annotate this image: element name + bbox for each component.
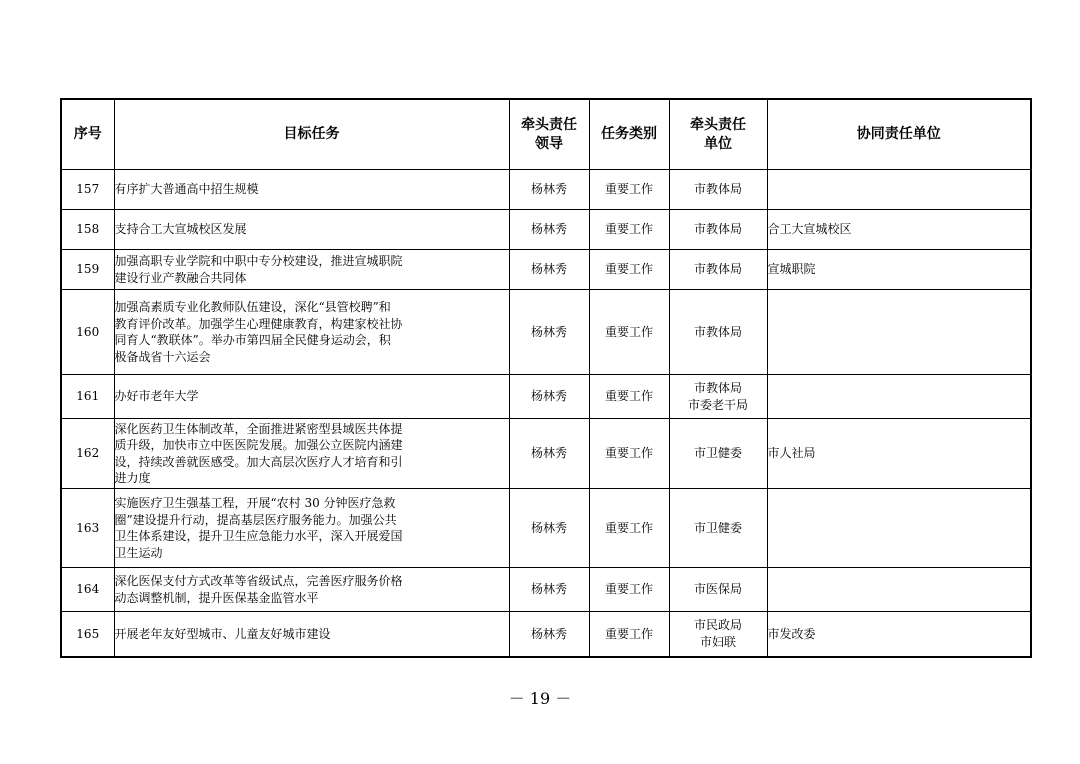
target-task-line: 进力度 <box>114 471 151 485</box>
target-task-line: 建设行业产教融合共同体 <box>114 270 247 285</box>
target-task-cell <box>114 210 509 250</box>
target-task-cell <box>114 375 509 419</box>
serial-number-cell: 162 <box>61 419 114 489</box>
serial-number-cell: 159 <box>61 250 114 290</box>
target-task-line: 支持合工大宣城校区发展 <box>114 222 247 237</box>
task-category-cell: 重要工作 <box>589 568 669 612</box>
table-row <box>61 568 1031 612</box>
lead-unit-line: 市卫健委 <box>693 520 742 535</box>
serial-number-cell: 163 <box>61 489 114 568</box>
task-category-cell: 重要工作 <box>589 489 669 568</box>
task-category-cell: 重要工作 <box>589 612 669 657</box>
lead-leader-cell: 杨林秀 <box>509 170 589 210</box>
target-task-cell <box>114 170 509 210</box>
lead-unit-cell <box>669 170 767 210</box>
table-row <box>61 250 1031 290</box>
serial-number-cell: 161 <box>61 375 114 419</box>
table-row <box>61 170 1031 210</box>
table-row <box>61 210 1031 250</box>
lead-unit-cell <box>669 210 767 250</box>
target-task-line: 实施医疗卫生强基工程，开展“农村 30 分钟医疗急救 <box>114 496 396 510</box>
lead-leader-cell: 杨林秀 <box>509 375 589 419</box>
lead-leader-cell: 杨林秀 <box>509 210 589 250</box>
header-target-task: 目标任务 <box>114 99 509 170</box>
target-task-line: 教育评价改革。加强学生心理健康教育，构建家校社协 <box>114 316 403 331</box>
header-lead-unit-line1: 牵头责任 <box>690 116 746 133</box>
lead-unit-line: 市委老干局 <box>687 397 748 412</box>
serial-number-cell: 165 <box>61 612 114 657</box>
table-row <box>61 419 1031 489</box>
target-task-cell <box>114 568 509 612</box>
lead-leader-cell: 杨林秀 <box>509 290 589 375</box>
target-task-line: 卫生体系建设，提升卫生应急能力水平，深入开展爱国 <box>114 529 403 543</box>
lead-unit-line: 市教体局 <box>693 262 742 277</box>
target-task-line: 深化医药卫生体制改革，全面推进紧密型县域医共体提 <box>114 421 403 436</box>
serial-number-cell: 157 <box>61 170 114 210</box>
target-task-cell <box>114 489 509 568</box>
lead-unit-cell <box>669 489 767 568</box>
lead-unit-cell <box>669 612 767 657</box>
target-task-line: 动态调整机制，提升医保基金监管水平 <box>114 590 319 605</box>
table-row <box>61 375 1031 419</box>
lead-leader-cell: 杨林秀 <box>509 568 589 612</box>
lead-unit-cell <box>669 375 767 419</box>
cooperating-units-cell: 合工大宣城校区 <box>767 210 1031 250</box>
target-task-cell <box>114 290 509 375</box>
task-category-cell: 重要工作 <box>589 419 669 489</box>
cooperating-units-cell <box>767 489 1031 568</box>
page-number: － 19 － <box>508 689 572 708</box>
target-task-line: 质升级，加快市立中医医院发展。加强公立医院内涵建 <box>114 438 403 452</box>
serial-number-cell: 164 <box>61 568 114 612</box>
table-header-row <box>61 99 1031 170</box>
serial-number-cell: 158 <box>61 210 114 250</box>
target-task-line: 卫生运动 <box>114 545 163 560</box>
table-row <box>61 290 1031 375</box>
task-category-cell: 重要工作 <box>589 375 669 419</box>
header-lead-leader-line2: 领导 <box>535 135 563 152</box>
header-cooperating-units: 协同责任单位 <box>767 99 1031 170</box>
lead-unit-line: 市民政局 <box>693 618 742 633</box>
header-lead-leader-line1: 牵头责任 <box>521 116 577 133</box>
target-task-line: 开展老年友好型城市、儿童友好城市建设 <box>114 626 331 641</box>
cooperating-units-cell: 市人社局 <box>767 419 1031 489</box>
lead-unit-cell <box>669 250 767 290</box>
target-task-line: 圈”建设提升行动，提高基层医疗服务能力。加强公共 <box>114 512 397 527</box>
lead-unit-cell <box>669 419 767 489</box>
task-table <box>60 98 1032 658</box>
lead-unit-cell <box>669 290 767 375</box>
lead-unit-line: 市卫健委 <box>693 446 742 461</box>
header-lead-leader <box>509 99 589 170</box>
target-task-line: 有序扩大普通高中招生规模 <box>114 182 259 197</box>
lead-leader-cell: 杨林秀 <box>509 489 589 568</box>
table-row <box>61 612 1031 657</box>
lead-unit-line: 市教体局 <box>693 381 742 395</box>
header-lead-unit-line2: 单位 <box>704 135 732 152</box>
header-lead-unit <box>669 99 767 170</box>
task-category-cell: 重要工作 <box>589 250 669 290</box>
header-task-category: 任务类别 <box>589 99 669 170</box>
lead-leader-cell: 杨林秀 <box>509 250 589 290</box>
lead-unit-line: 市教体局 <box>693 182 742 197</box>
target-task-line: 办好市老年大学 <box>114 389 199 404</box>
task-category-cell: 重要工作 <box>589 290 669 375</box>
lead-leader-cell: 杨林秀 <box>509 612 589 657</box>
target-task-line: 设，持续改善就医感受。加大高层次医疗人才培育和引 <box>114 454 403 469</box>
serial-number-cell: 160 <box>61 290 114 375</box>
header-serial-number: 序号 <box>61 99 114 170</box>
cooperating-units-cell <box>767 568 1031 612</box>
target-task-cell <box>114 612 509 657</box>
cooperating-units-cell: 市发改委 <box>767 612 1031 657</box>
target-task-line: 同育人“教联体”。举办市第四届全民健身运动会，积 <box>114 333 391 347</box>
lead-unit-line: 市医保局 <box>693 582 742 597</box>
cooperating-units-cell <box>767 170 1031 210</box>
task-category-cell: 重要工作 <box>589 210 669 250</box>
table-row <box>61 489 1031 568</box>
task-category-cell: 重要工作 <box>589 170 669 210</box>
target-task-cell <box>114 419 509 489</box>
lead-unit-cell <box>669 568 767 612</box>
target-task-line: 加强高职专业学院和中职中专分校建设，推进宣城职院 <box>114 254 403 268</box>
lead-unit-line: 市教体局 <box>693 324 742 339</box>
target-task-line: 深化医保支付方式改革等省级试点，完善医疗服务价格 <box>114 574 403 588</box>
target-task-cell <box>114 250 509 290</box>
lead-leader-cell: 杨林秀 <box>509 419 589 489</box>
cooperating-units-cell <box>767 375 1031 419</box>
cooperating-units-cell <box>767 290 1031 375</box>
target-task-line: 极备战省十六运会 <box>114 349 211 364</box>
cooperating-units-cell: 宣城职院 <box>767 250 1031 290</box>
table-body <box>61 170 1031 657</box>
lead-unit-line: 市妇联 <box>699 634 736 649</box>
target-task-line: 加强高素质专业化教师队伍建设，深化“县管校聘”和 <box>114 300 391 314</box>
lead-unit-line: 市教体局 <box>693 222 742 237</box>
